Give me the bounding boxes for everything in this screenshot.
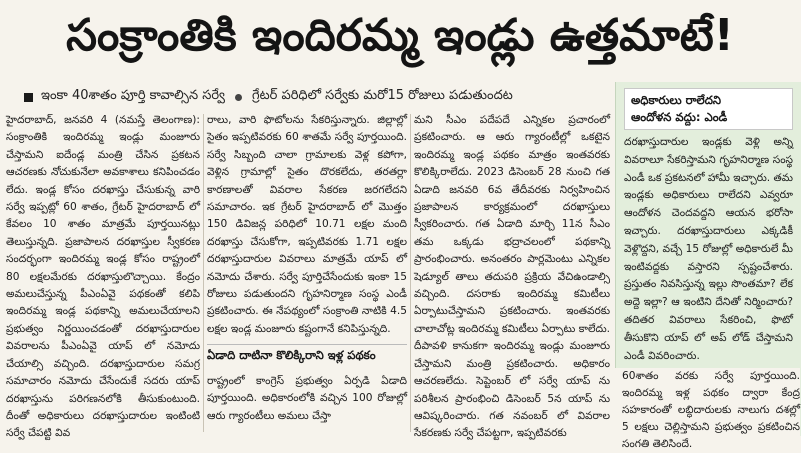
article-paragraph: మని సీఎం పదేపదే ఎన్నికల ప్రచారంలో ప్రకటించారు. ఆ ఆరు గ్యారంటీల్లో ఒకటైన ఇందిరమ్మ ఇండ్ల పథకం మాత్రం ఇంతవరకు కొలిక్కిరాలేదు. 2023 డిసెంబర్ 28 నుంచి గత ఏడాది జనవరి 6వ తేదీవరకు నిర్వహించిన ప్రజాపాలన కార్యక్రమంలో దరఖాస్తులు స్వీకరించారు. గత ఏడాది మార్చి 11న సీఎం తమ ఒక్కడు భద్రాచలంలో పథకాన్ని ప్రారంభించారు. అనంతరం పార్లమెంటు ఎన్నికల షెడ్యూల్ తాలు తదుపరి ప్రక్రియ వేచిఉండాల్సి వచ్చింది. దసరాకు ఇందిరమ్మ కమిటీలు ఏర్పాటుచేస్తామని ప్రకటించారు. ఇంతవరకు చాలాచోట్ల ఇందిరమ్మ కమిటీలు ఏర్పాటు కాలేదు. దీపావళి కానుకగా ఇందిరమ్మ ఇండ్లు మంజూరు చేస్తామని మంత్రి ప్రకటించారు. అధికారం ఆచరణలేదు. సెప్టెంబర్ లో సర్వే యాప్ ను పరిశీలన ప్రారంభించి డిసెంబర్ 5న యాప్ ను ఆవిష్కరించారు. గత నవంబర్ లో వివరాల సేకరణకు సర్వే చేపట్టగా, ఇప్పటివరకు — [414, 114, 610, 440]
sidebar-body — [624, 134, 793, 382]
article-paragraph: రాష్ట్రంలో కాంగ్రెస్ ప్రభుత్వం ఏర్పడి ఏడాది పూర్తయింది. అధికారంలోకి వచ్చిన 100 రోజుల్లో ఆరు గ్యారంటీలు అమలు చేస్తా — [207, 374, 407, 422]
sidebar-title-line: ఆందోళన వద్దు: ఎండీ — [631, 110, 728, 124]
column-divider — [203, 114, 204, 432]
article-column-2 — [207, 112, 407, 436]
article-column-1 — [6, 112, 200, 440]
subheading-left: ఇంకా 40శాతం పూర్తి కావాల్సిన సర్వే — [41, 88, 226, 103]
article-paragraph: 60శాతం వరకు సర్వే పూర్తయింది. ఇందిరమ్మ ఇళ్ల పథకం ద్వారా కేంద్ర సహకారంతో లబ్ధిదారులకు నాలుగు దశల్లో 5 లక్షలు చెల్లిస్తామని ప్రభుత్వం ప్రకటించిన సంగతి తెలిసిందే. — [622, 370, 800, 450]
subheading-bar — [0, 82, 615, 112]
separator-dot-icon — [235, 94, 242, 101]
article-paragraph: హైదరాబాద్, జనవరి 4 (నమస్తే తెలంగాణ): సంక్రాంతికి ఇందిరమ్మ ఇండ్లు మంజూరు చేస్తామని ఐదేండ్ల మంత్రి చేసిన ప్రకటన ఆచరణకు నోచుకునేలా అవకాశాలు కనిపించడం లేదు. ఇండ్ల కోసం దరఖాస్తు చేసుకున్న వారి సర్వే ఇప్పట్లో 60 శాతం, గ్రేటర్ హైదరాబాద్ లో కేవలం 10 శాతం మాత్రమే పూర్తయినట్లు తెలుస్తున్నది. ప్రజాపాలన దరఖాస్తుల స్వీకరణ సందర్భంగా ఇందిరమ్మ ఇండ్ల కోసం రాష్ట్రంలో 80 లక్షలమేరకు దరఖాస్తులొచ్చాయి. కేంద్రం అమలుచేస్తున్న పీఎంఏవై పథకంతో కలిపి ఇందిరమ్మ ఇండ్ల పథకాన్ని అమలుచేయాలని ప్రభుత్వం నిర్ణయించడంతో దరఖాస్తుదారుల వివరాలను పీఎంఏవై యాప్ లో నమోదు చేయాల్సి వచ్చింది. దరఖాస్తుదారుల సమగ్ర సమాచారం నమోదు చేసేందుకే సదరు యాప్ దరఖాస్తును పరిగణనలోకి తీసుకుంటుంది. దీంతో అధికారులు దరఖాస్తుదారుల ఇంటింటి సర్వే చేపట్టి వివ — [6, 114, 200, 440]
column-divider — [410, 114, 411, 432]
sidebar-paragraph: దరఖాస్తుదారుల ఇండ్లకు వెళ్లి అన్ని వివరాలూ సేకరిస్తామని గృహనిర్మాణ సంస్థ ఎండీ ఒక ప్రకటనలో హామీ ఇచ్చారు. తమ ఇండ్లకు అధికారులు రాలేదని ఎవ్వరూ ఆందోళన చెందవద్దని ఆయన భరోసా ఇచ్చారు. దరఖాస్తుదారులు ఎక్కడికీ వెళ్లొద్దని, వచ్చే 15 రోజుల్లో అధికారులే మీ ఇంటివద్దకు వస్తారని స్పష్టంచేశారు. ప్రస్తుతం నివసిస్తున్న ఇల్లు సొంతమా? లేక అద్దె ఇల్లా? ఆ ఇంటిని దేనితో నిర్మించారు? తదితర వివరాలు సేకరించి, ఫొటో తీసుకొని యాప్ లో అప్ లోడ్ చేస్తామని ఎండీ వివరించారు. — [624, 136, 793, 362]
subheading-right: గ్రేటర్ పరిధిలో సర్వేకు మరో15 రోజులు పడుతుందట — [252, 88, 513, 103]
section-subheading: ఏడాది దాటినా కొలిక్కిరాని ఇళ్ల పథకం — [207, 344, 407, 366]
sidebar-title — [624, 88, 793, 130]
article-paragraph: రాలు, వారి ఫొటోలను సేకరిస్తున్నారు. జిల్లాల్లో సైతం ఇప్పటివరకు 60 శాతమే సర్వే పూర్తయింది. సర్వే సిబ్బంది చాలా గ్రామాలకు వెళ్ల కపోగా, వెళ్లిన గ్రామాల్లో సైతం దొరకలేదు, తరతర్లా కారణాలతో వివరాల సేకరణ జరగలేదని సమాచారం. ఇక గ్రేటర్ హైదరాబాద్ లో మొత్తం 150 డివిజన్ల పరిధిలో 10.71 లక్షల మంది దరఖాస్తు చేసుకోగా, ఇప్పటివరకు 1.71 లక్షల దరఖాస్తుదారుల వివరాలు మాత్రమే యాప్ లో నమోదు చేశారు. సర్వే పూర్తిచేసేందుకు ఇంకా 15 రోజులు పడుతుందని గృహనిర్మాణ సంస్థ ఎండీ ప్రకటించారు. ఈ నేపథ్యంలో సంక్రాంతి నాటికి 4.5 లక్షల ఇండ్ల మంజూరు కష్టంగానే కనిపిస్తున్నది. — [207, 114, 407, 335]
article-tail — [614, 368, 800, 450]
article-column-3 — [414, 112, 610, 440]
bullet-square-icon — [24, 93, 33, 102]
headline: సంక్రాంతికి ఇందిరమ్మ ఇండ్లు ఉత్తమాటే! — [66, 10, 734, 61]
sidebar-title-line: అధికారులు రాలేదని — [631, 93, 722, 107]
